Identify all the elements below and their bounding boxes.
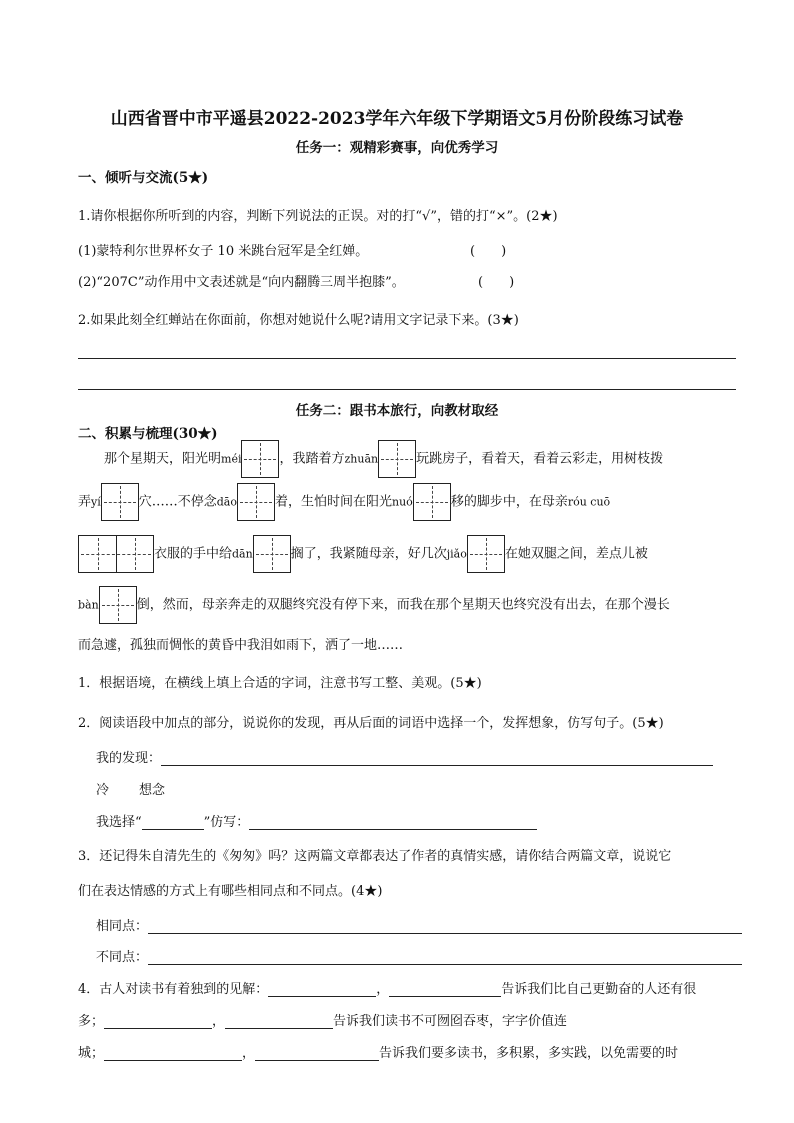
diff-label: 不同点： <box>96 950 149 965</box>
quote-answer-line[interactable] <box>389 983 501 997</box>
tianzige-box[interactable] <box>241 440 279 478</box>
passage-text: 那个星期天，阳光明 <box>104 451 222 467</box>
word-option-miss: 想念 <box>139 783 166 798</box>
s2-q2-choose-row <box>96 811 537 830</box>
tianzige-box[interactable] <box>237 483 275 521</box>
s1-question-1: 1.请你根据你所听到的内容，判断下列说法的正误。对的打“√”，错的打“×”。(2★) <box>78 209 558 224</box>
s1-question-1b: (2)“207C”动作用中文表述就是“向内翻腾三周半抱膝”。 <box>78 275 405 290</box>
tianzige-box-double[interactable] <box>78 535 154 573</box>
quote-answer-line[interactable] <box>268 983 376 997</box>
quote-answer-line[interactable] <box>104 1015 212 1029</box>
s2-q2-word-options <box>96 779 165 798</box>
tianzige-box[interactable] <box>101 483 139 521</box>
passage-line-2 <box>78 483 610 521</box>
question-text: 城； <box>78 1046 105 1061</box>
passage-text: 倒，然而，母亲奔走的双腿终究没有停下来，而我在那个星期天也终究没有出去，在那个漫长 <box>136 597 670 613</box>
finding-answer-line[interactable] <box>161 752 713 766</box>
passage-text: 在她双腿之间，差点儿被 <box>504 546 648 562</box>
passage-text: 弄 <box>78 494 92 510</box>
comma: ， <box>242 1046 256 1061</box>
question-text: 告诉我们读书不可囫囵吞枣，字字价值连 <box>333 1014 568 1029</box>
choose-label: 我选择“ <box>96 815 142 830</box>
passage-line-1 <box>104 440 663 478</box>
pinyin-label: nuó <box>392 495 413 509</box>
imitate-label: ”仿写： <box>203 815 250 830</box>
passage-text: 移的脚步中，在母亲 <box>450 494 568 510</box>
pinyin-label: róu cuō <box>567 495 611 509</box>
passage-text: 玩跳房子，看着天，看着云彩走，用树枝拨 <box>416 451 664 467</box>
question-text: 告诉我们比自己更勤奋的人还有很 <box>501 982 697 997</box>
pinyin-label: yí <box>91 495 101 509</box>
choose-answer-line[interactable] <box>142 816 204 830</box>
finding-label: 我的发现： <box>96 751 162 766</box>
passage-line-4 <box>78 586 670 624</box>
passage-line-5: 而急遽，孤独而惆怅的黄昏中我泪如雨下，洒了一地…… <box>78 638 404 653</box>
word-option-cold: 冷 <box>96 783 110 798</box>
section1-heading: 一、倾听与交流(5★) <box>78 170 209 186</box>
diff-answer-line[interactable] <box>148 951 742 965</box>
s2-question-4-line1 <box>78 978 696 997</box>
section2-heading: 二、积累与梳理(30★) <box>78 426 218 442</box>
s2-question-2: 2．阅读语段中加点的部分，说说你的发现，再从后面的词语中选择一个，发挥想象，仿写句子。(5★) <box>78 716 664 731</box>
passage-text: 着，生怕时间在阳光 <box>275 494 393 510</box>
pinyin-label: dān <box>232 547 253 561</box>
same-answer-line[interactable] <box>148 920 742 934</box>
comma: ， <box>212 1014 226 1029</box>
pinyin-label: dāo <box>216 495 237 509</box>
s1-answer-line[interactable] <box>78 389 736 390</box>
tianzige-box[interactable] <box>413 483 451 521</box>
task2-heading: 任务二：跟书本旅行，向教材取经 <box>295 403 499 419</box>
s2-question-3a: 3．还记得朱自清先生的《匆匆》吗？这两篇文章都表达了作者的真情实感，请你结合两篇文章，说说它 <box>78 849 672 864</box>
s2-question-4-line2 <box>78 1010 567 1029</box>
question-text: 告诉我们要多读书，多积累，多实践，以免需要的时 <box>379 1046 679 1061</box>
s2-question-4-line3 <box>78 1042 678 1061</box>
imitate-answer-line[interactable] <box>249 816 537 830</box>
tianzige-box[interactable] <box>99 586 137 624</box>
pinyin-label: méi <box>221 452 242 466</box>
question-text: 多； <box>78 1014 105 1029</box>
quote-answer-line[interactable] <box>104 1047 242 1061</box>
task1-heading: 任务一：观精彩赛事，向优秀学习 <box>295 140 499 156</box>
exam-title: 山西省晋中市平遥县2022-2023学年六年级下学期语文5月份阶段练习试卷 <box>110 109 684 129</box>
s2-q3-diff-row <box>96 946 742 965</box>
s1-question-1b-answer-paren[interactable]: ( ) <box>478 275 515 290</box>
s1-question-1a-answer-paren[interactable]: ( ) <box>470 244 507 259</box>
s1-question-2: 2.如果此刻全红蝉站在你面前，你想对她说什么呢?请用文字记录下来。(3★) <box>78 313 519 328</box>
s2-question-3b: 们在表达情感的方式上有哪些相同点和不同点。(4★) <box>78 884 383 899</box>
s1-question-1a: (1)蒙特利尔世界杯女子 10 米跳台冠军是全红婵。 <box>78 244 369 259</box>
tianzige-box[interactable] <box>378 440 416 478</box>
question-text: 4．古人对读书有着独到的见解： <box>78 982 269 997</box>
s1-answer-line[interactable] <box>78 358 736 359</box>
pinyin-label: jiǎo <box>446 547 467 561</box>
same-label: 相同点： <box>96 919 149 934</box>
passage-line-3 <box>78 535 648 573</box>
pinyin-label: bàn <box>78 598 99 612</box>
passage-text: 搁了，我紧随母亲，好几次 <box>290 546 447 562</box>
passage-text: ，我踏着方 <box>279 451 345 467</box>
comma: ， <box>376 982 390 997</box>
s2-question-1: 1．根据语境，在横线上填上合适的字词，注意书写工整、美观。(5★) <box>78 676 482 691</box>
s2-q2-finding-row <box>96 747 713 766</box>
tianzige-box[interactable] <box>253 535 291 573</box>
passage-text: 穴……不停念 <box>138 494 217 510</box>
quote-answer-line[interactable] <box>255 1047 379 1061</box>
quote-answer-line[interactable] <box>225 1015 333 1029</box>
passage-text: 衣服的手中给 <box>154 546 233 562</box>
s2-q3-same-row <box>96 915 742 934</box>
pinyin-label: zhuān <box>344 452 379 466</box>
tianzige-box[interactable] <box>467 535 505 573</box>
